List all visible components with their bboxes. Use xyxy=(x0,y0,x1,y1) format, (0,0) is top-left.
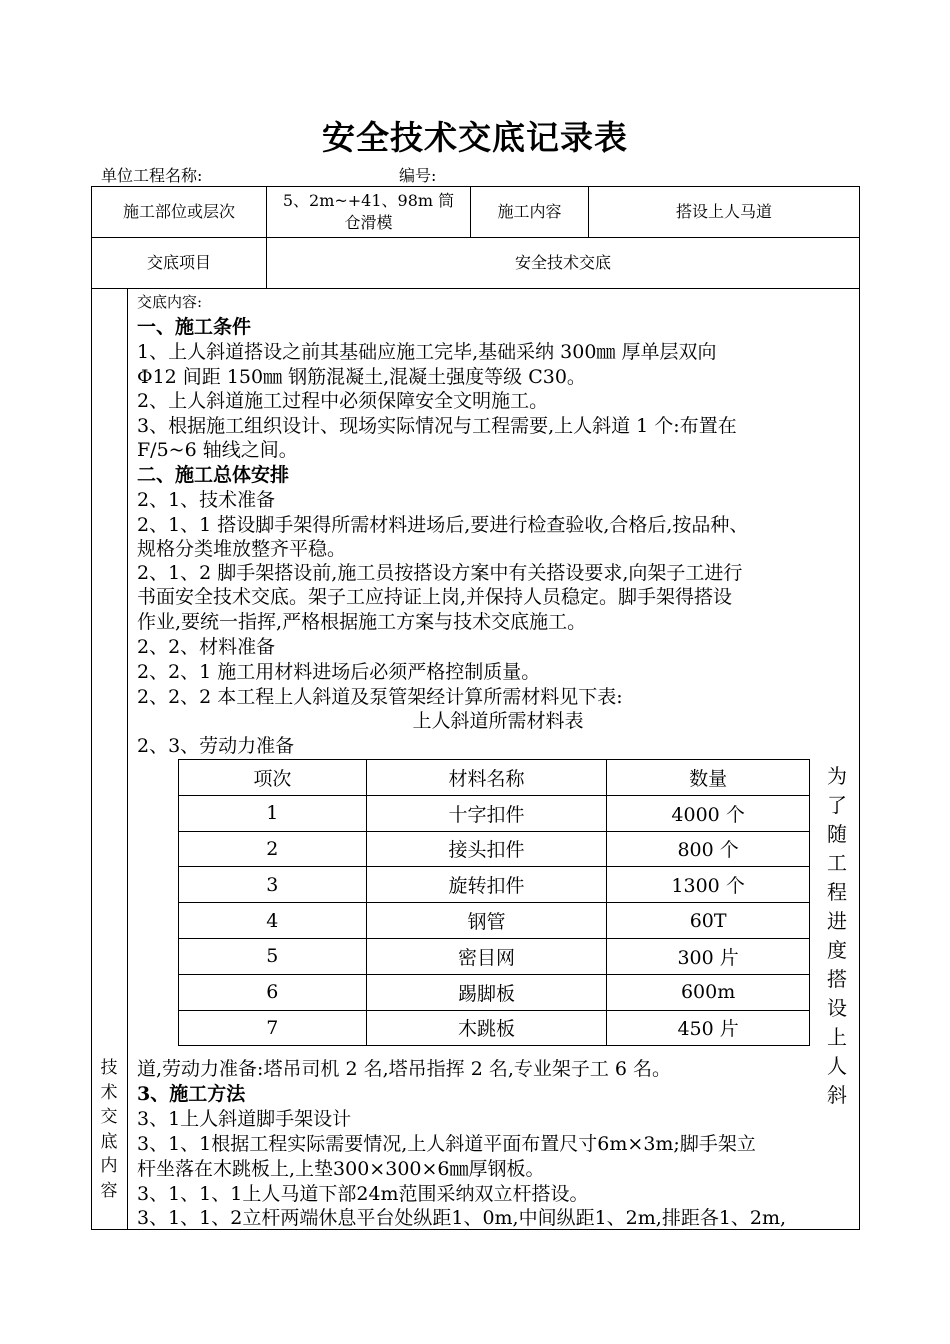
table-row xyxy=(179,795,810,831)
table-rule xyxy=(91,288,860,289)
wrap-char: 设 xyxy=(827,996,847,1020)
table-header-row xyxy=(179,760,810,796)
content-line: 3、1、1根据工程实际需要情况,上人斜道平面布置尺寸6m×3m;脚手架立 xyxy=(137,1133,756,1155)
construction-part-value-line: 仓滑模 xyxy=(344,213,393,232)
content-line: 2、2、1 施工用材料进场后必须严格控制质量。 xyxy=(137,661,541,683)
content-line: 3、根据施工组织设计、现场实际情况与工程需要,上人斜道 1 个:布置在 xyxy=(137,415,737,437)
content-line: 2、2、材料准备 xyxy=(137,636,276,658)
wrap-char: 了 xyxy=(827,793,847,817)
table-cell: 旋转扣件 xyxy=(366,867,607,903)
table-row xyxy=(179,903,810,939)
content-line: 3、1上人斜道脚手架设计 xyxy=(137,1108,352,1130)
wrap-char: 为 xyxy=(827,764,847,788)
table-row xyxy=(179,938,810,974)
content-line: 2、上人斜道施工过程中必须保障安全文明施工。 xyxy=(137,390,549,412)
table-cell: 300 片 xyxy=(607,938,810,974)
table-cell: 踢脚板 xyxy=(366,974,607,1010)
content-line: Φ12 间距 150㎜ 钢筋混凝土,混凝土强度等级 C30。 xyxy=(137,366,586,388)
section-heading: 一、施工条件 xyxy=(137,316,252,338)
table-cell: 4 xyxy=(179,903,367,939)
wrap-char: 工 xyxy=(827,851,847,875)
content-line: 2、1、1 搭设脚手架得所需材料进场后,要进行检查验收,合格后,按品种、 xyxy=(137,514,749,536)
construction-part-value xyxy=(267,187,470,237)
table-cell: 接头扣件 xyxy=(366,831,607,867)
content-line: 杆坐落在木跳板上,上垫300×300×6㎜厚钢板。 xyxy=(137,1158,545,1180)
briefing-content-side-label xyxy=(94,1056,124,1203)
content-line: 2、1、技术准备 xyxy=(137,489,276,511)
table-row xyxy=(179,1010,810,1046)
content-line: 3、1、1、2立杆两端休息平台处纵距1、0m,中间纵距1、2m,排距各1、2m, xyxy=(137,1207,787,1229)
unit-project-name-label: 单位工程名称: xyxy=(101,166,203,185)
side-label-char: 术 xyxy=(100,1082,118,1103)
wrap-char: 随 xyxy=(827,822,847,846)
table-caption: 上人斜道所需材料表 xyxy=(412,710,584,732)
materials-table xyxy=(178,759,810,1046)
table-cell: 木跳板 xyxy=(366,1010,607,1046)
content-line: 作业,要统一指挥,严格根据施工方案与技术交底施工。 xyxy=(137,611,587,633)
side-label-char: 交 xyxy=(100,1107,118,1127)
content-heading: 交底内容: xyxy=(137,293,203,311)
wrap-char: 斜 xyxy=(827,1083,847,1107)
table-cell: 密目网 xyxy=(366,938,607,974)
wrap-char: 进 xyxy=(827,909,847,933)
content-line: 书面安全技术交底。架子工应持证上岗,并保持人员稳定。脚手架得搭设 xyxy=(137,586,733,608)
document-title: 安全技术交底记录表 xyxy=(322,118,628,157)
wrap-char: 人 xyxy=(827,1054,847,1078)
column-header: 项次 xyxy=(179,760,367,796)
side-label-char: 技 xyxy=(100,1058,118,1078)
table-cell: 6 xyxy=(179,974,367,1010)
table-cell: 3 xyxy=(179,867,367,903)
side-label-char: 内 xyxy=(100,1156,118,1176)
wrap-char: 上 xyxy=(827,1025,847,1049)
content-line: 1、上人斜道搭设之前其基础应施工完毕,基础采纳 300㎜ 厚单层双向 xyxy=(137,341,717,363)
section-heading: 二、施工总体安排 xyxy=(137,464,290,486)
content-line: 规格分类堆放整齐平稳。 xyxy=(137,538,347,560)
construction-part-value-line: 5、2m~+41、98m 筒 xyxy=(282,191,455,210)
table-cell: 1 xyxy=(179,795,367,831)
table-row xyxy=(179,831,810,867)
content-line: 3、1、1、1上人马道下部24m范围采纳双立杆搭设。 xyxy=(137,1183,589,1205)
content-line: 2、2、2 本工程上人斜道及泵管架经计算所需材料见下表: xyxy=(137,686,623,708)
construction-content-value: 搭设上人马道 xyxy=(675,202,772,221)
briefing-item-label: 交底项目 xyxy=(146,253,211,272)
wrap-char: 搭 xyxy=(827,967,847,991)
content-line: 道,劳动力准备:塔吊司机 2 名,塔吊指挥 2 名,专业架子工 6 名。 xyxy=(137,1058,672,1080)
column-header: 数量 xyxy=(607,760,810,796)
section-heading: 3、施工方法 xyxy=(137,1083,246,1105)
table-rule xyxy=(127,288,128,1230)
table-cell: 1300 个 xyxy=(607,867,810,903)
wrap-char: 程 xyxy=(827,880,847,904)
table-cell: 5 xyxy=(179,938,367,974)
table-cell: 钢管 xyxy=(366,903,607,939)
table-row xyxy=(179,867,810,903)
table-cell: 800 个 xyxy=(607,831,810,867)
column-header: 材料名称 xyxy=(366,760,607,796)
table-cell: 60T xyxy=(607,903,810,939)
table-cell: 十字扣件 xyxy=(366,795,607,831)
table-cell: 600m xyxy=(607,974,810,1010)
content-line: F/5~6 轴线之间。 xyxy=(137,439,298,461)
side-label-char: 底 xyxy=(100,1131,118,1152)
table-cell: 450 片 xyxy=(607,1010,810,1046)
table-cell: 7 xyxy=(179,1010,367,1046)
briefing-item-value: 安全技术交底 xyxy=(514,253,611,272)
table-row xyxy=(179,974,810,1010)
content-line: 2、1、2 脚手架搭设前,施工员按搭设方案中有关搭设要求,向架子工进行 xyxy=(137,562,743,584)
content-line: 2、3、劳动力准备 xyxy=(137,735,295,757)
table-cell: 4000 个 xyxy=(607,795,810,831)
construction-content-label: 施工内容 xyxy=(497,202,562,221)
table-cell: 2 xyxy=(179,831,367,867)
construction-part-label: 施工部位或层次 xyxy=(122,202,235,221)
side-label-char: 容 xyxy=(100,1180,118,1201)
wrap-char: 度 xyxy=(827,938,847,962)
record-number-label: 编号: xyxy=(399,166,437,185)
